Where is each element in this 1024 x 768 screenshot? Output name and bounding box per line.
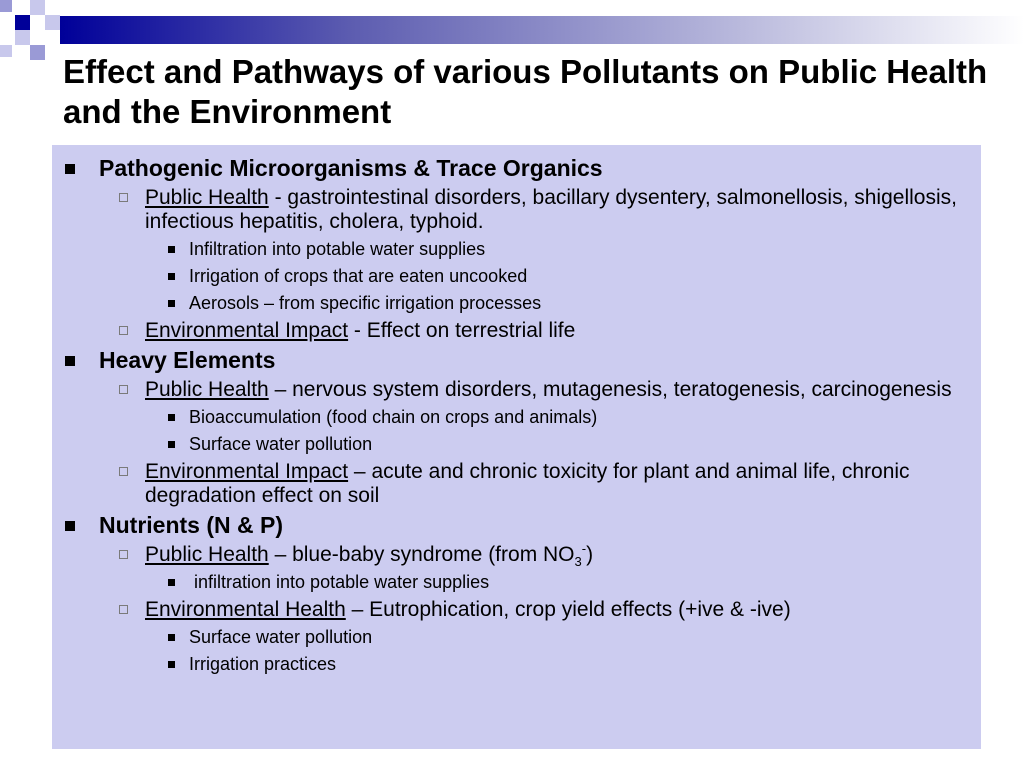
pathway-text: Aerosols – from specific irrigation processes: [189, 293, 542, 313]
pathway-text: Irrigation practices: [189, 654, 337, 674]
environmental-item: [52, 460, 981, 508]
environmental-label: Environmental Impact: [145, 460, 349, 483]
pathway-text: infiltration into potable water supplies: [189, 572, 490, 592]
pathway-item: [52, 571, 981, 593]
environmental-label: Environmental Impact: [145, 319, 349, 342]
pathway-item: [52, 653, 981, 675]
public-health-text: - gastrointestinal disorders, bacillary dysentery, salmonellosis, shigellosis, infectious hepatitis, cholera, typhoid.: [145, 186, 957, 233]
section-heading: [52, 347, 981, 374]
corner-square-lilac: [45, 15, 60, 30]
content-box: [52, 145, 981, 749]
corner-square-lilac: [30, 0, 45, 15]
pathway-item: [52, 406, 981, 428]
corner-square-lilac: [15, 30, 30, 45]
environmental-item: [52, 598, 981, 622]
hollow-square-bullet-icon: [119, 193, 128, 202]
hollow-square-bullet-icon: [119, 467, 128, 476]
small-square-bullet-icon: [168, 661, 175, 668]
public-health-label: Public Health: [145, 378, 269, 401]
small-square-bullet-icon: [168, 273, 175, 280]
section-heading-text: Pathogenic Microorganisms & Trace Organics: [99, 155, 603, 181]
nitrate-subscript: 3: [574, 554, 582, 570]
slide-title: Effect and Pathways of various Pollutants on Public Health and the Environment: [63, 53, 988, 130]
square-bullet-icon: [65, 164, 75, 174]
public-health-item: [52, 186, 981, 234]
hollow-square-bullet-icon: [119, 385, 128, 394]
public-health-text: – blue-baby syndrome (from NO: [268, 543, 575, 566]
title-gradient-bar: [60, 16, 1024, 44]
environmental-label: Environmental Health: [145, 598, 346, 621]
corner-square-lavender: [30, 45, 45, 60]
public-health-item: [52, 541, 981, 570]
pathway-text: Infiltration into potable water supplies: [189, 239, 486, 259]
pathway-text: Surface water pollution: [189, 434, 373, 454]
environmental-text: – Eutrophication, crop yield effects (+ive & -ive): [345, 598, 791, 621]
pathway-text: Bioaccumulation (food chain on crops and animals): [189, 407, 598, 427]
small-square-bullet-icon: [168, 634, 175, 641]
small-square-bullet-icon: [168, 579, 175, 586]
public-health-text-end: ): [586, 543, 594, 566]
corner-square-navy: [15, 15, 30, 30]
section-heading: [52, 155, 981, 182]
small-square-bullet-icon: [168, 414, 175, 421]
pathway-item: [52, 238, 981, 260]
public-health-text: – nervous system disorders, mutagenesis, teratogenesis, carcinogenesis: [268, 378, 952, 401]
public-health-item: [52, 378, 981, 402]
corner-square-lilac: [0, 45, 12, 57]
hollow-square-bullet-icon: [119, 326, 128, 335]
pathway-text: Surface water pollution: [189, 627, 373, 647]
public-health-label: Public Health: [145, 186, 269, 209]
pathway-item: [52, 292, 981, 314]
pathway-text: Irrigation of crops that are eaten uncooked: [189, 266, 528, 286]
pathway-item: [52, 265, 981, 287]
hollow-square-bullet-icon: [119, 550, 128, 559]
pathway-item: [52, 626, 981, 648]
section-heading-text: Heavy Elements: [99, 347, 276, 373]
nitrate-superscript: -: [581, 541, 587, 556]
section-heading-text: Nutrients (N & P): [99, 512, 283, 538]
environmental-text: - Effect on terrestrial life: [348, 319, 576, 342]
small-square-bullet-icon: [168, 441, 175, 448]
public-health-label: Public Health: [145, 543, 269, 566]
hollow-square-bullet-icon: [119, 605, 128, 614]
environmental-text: – acute and chronic toxicity for plant and animal life, chronic degradation effect on soil: [145, 460, 910, 507]
square-bullet-icon: [65, 521, 75, 531]
small-square-bullet-icon: [168, 246, 175, 253]
corner-square-lavender: [0, 0, 12, 12]
section-heading: [52, 512, 981, 539]
square-bullet-icon: [65, 356, 75, 366]
pathway-item: [52, 433, 981, 455]
small-square-bullet-icon: [168, 300, 175, 307]
environmental-item: [52, 319, 981, 343]
